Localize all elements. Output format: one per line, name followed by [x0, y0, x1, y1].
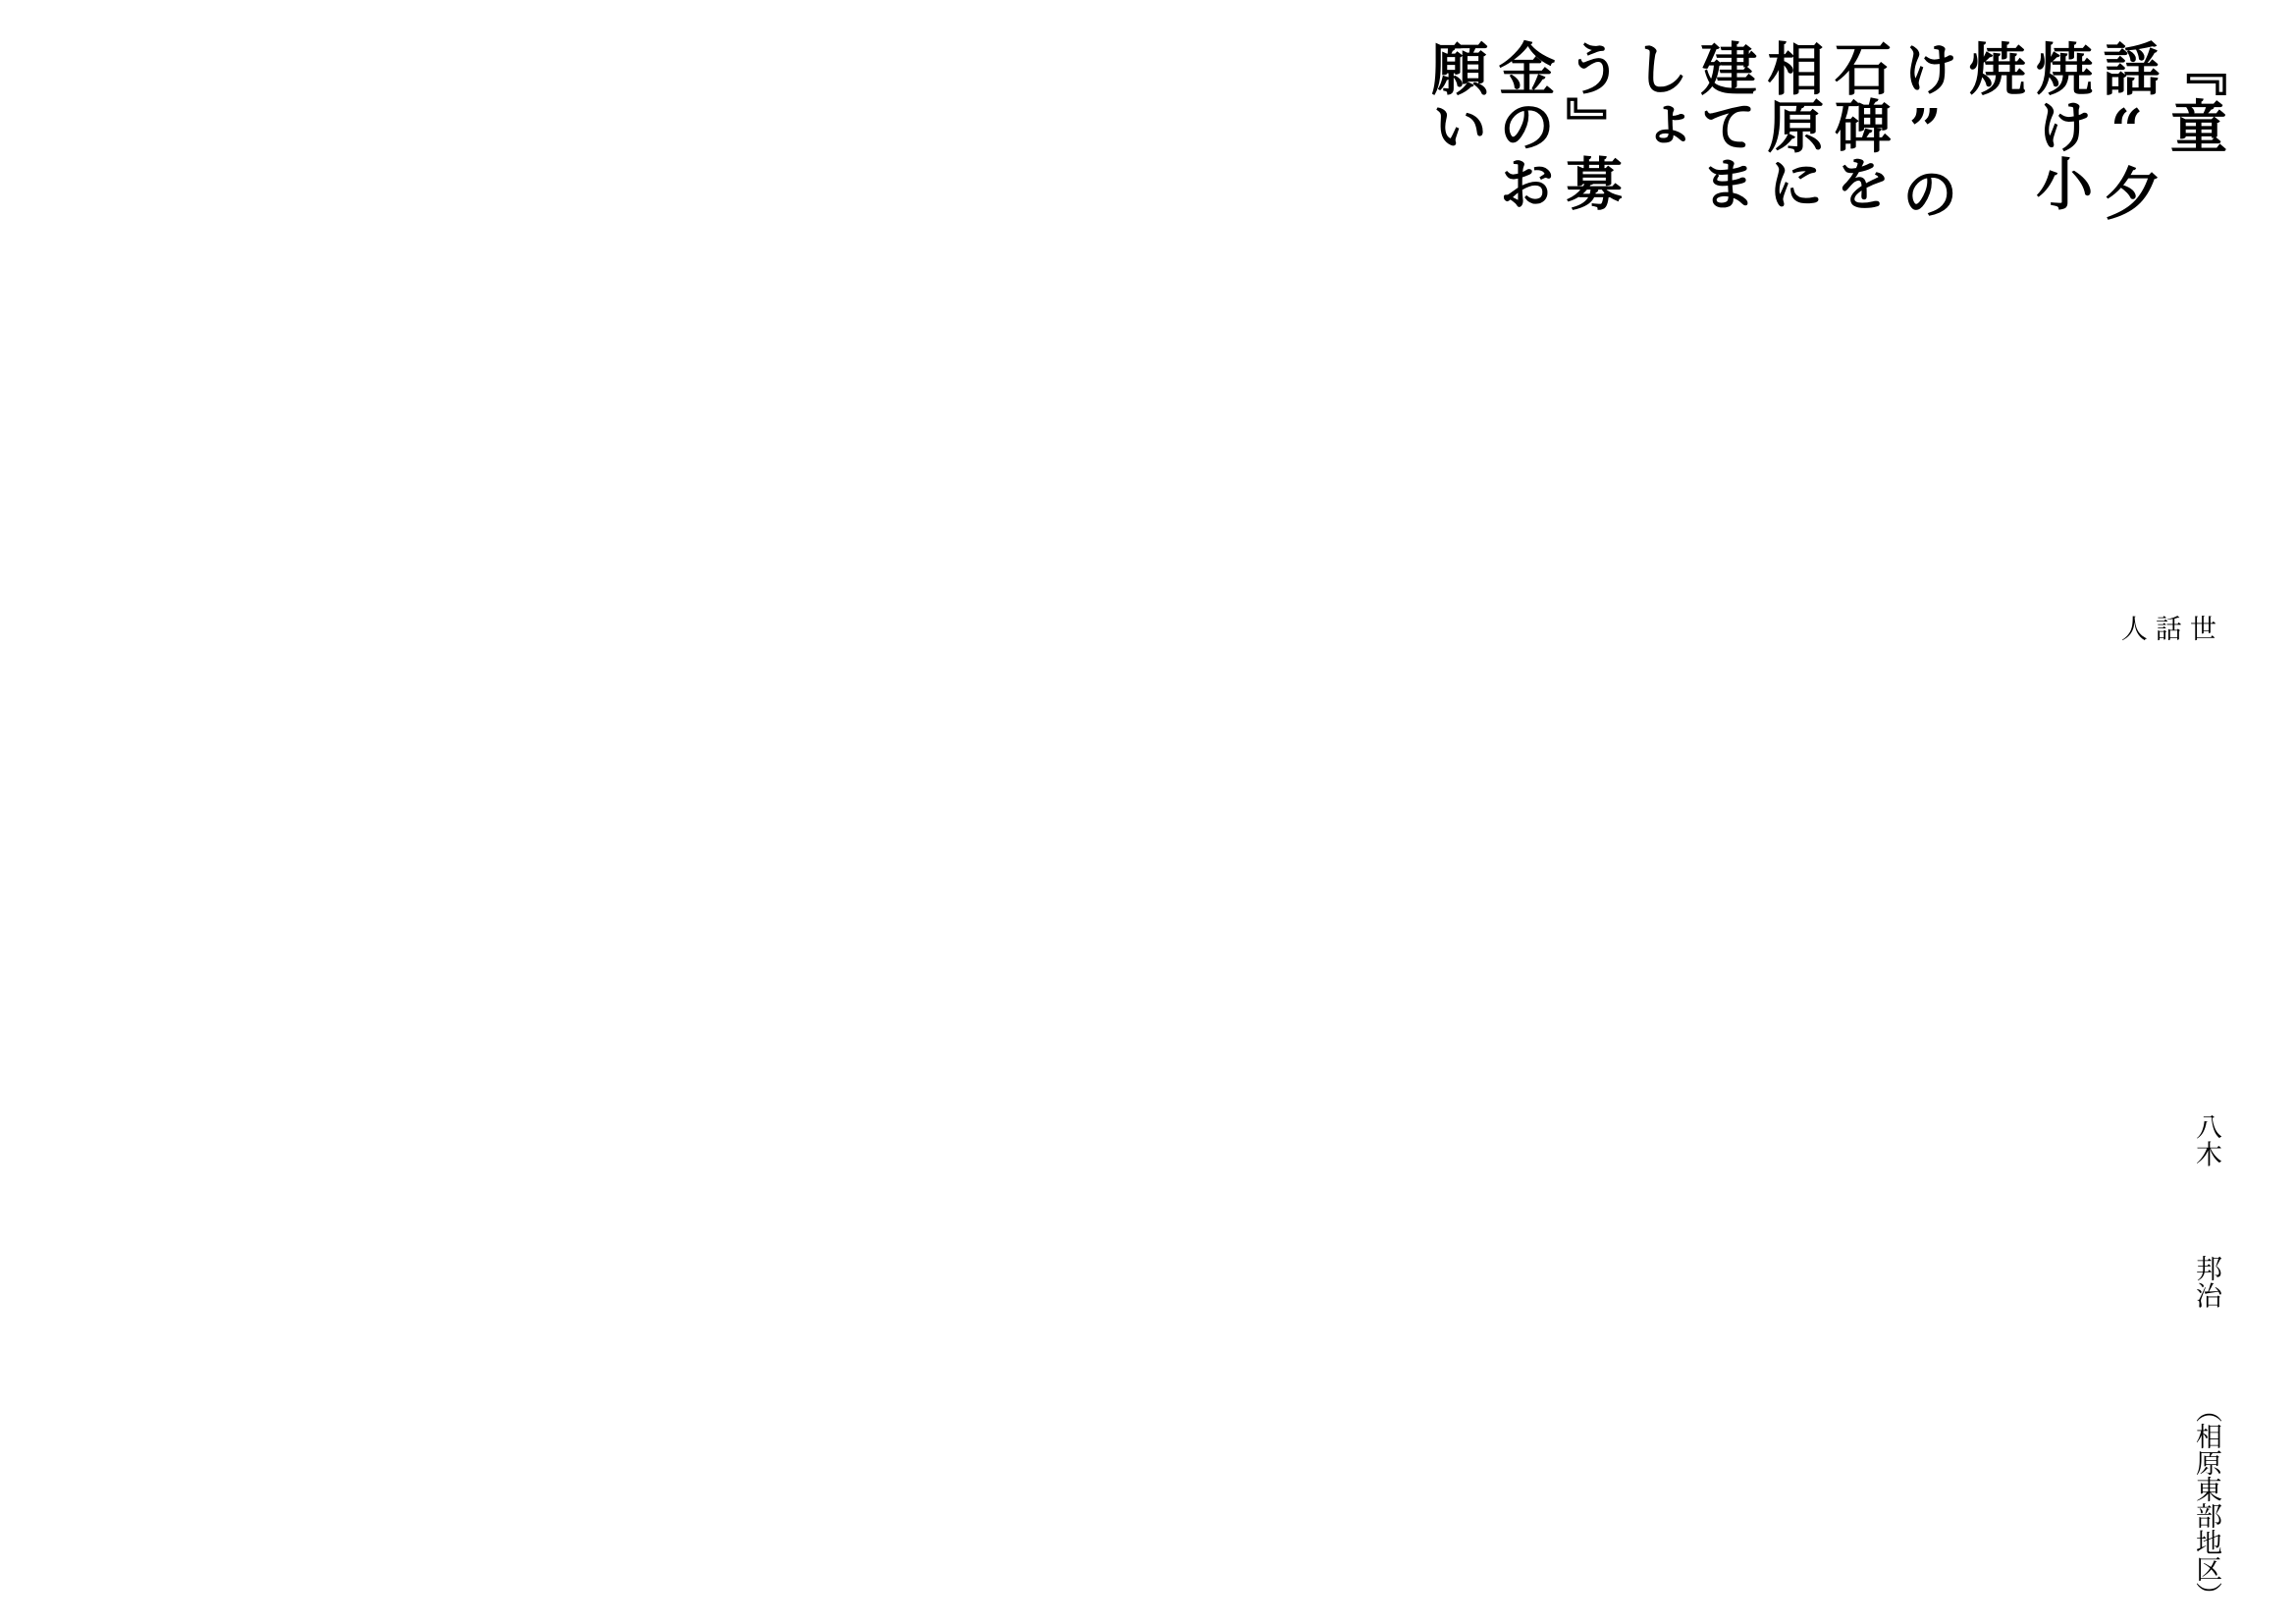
- organizer-given-name: 邦治: [2191, 1255, 2221, 1310]
- organizers-block: [2089, 222, 2223, 1624]
- organizer-affiliation: （相原東部地区）: [2191, 1396, 2221, 1609]
- organizer-surname: 八木: [2191, 1113, 2221, 1168]
- page-title: 『童謡“夕焼け小焼け”の石碑を相原に建てましょう』募金のお願い: [1421, 39, 2227, 222]
- organizer-entry: [2189, 1113, 2223, 1608]
- organizers-label: 世話人: [2115, 614, 2216, 643]
